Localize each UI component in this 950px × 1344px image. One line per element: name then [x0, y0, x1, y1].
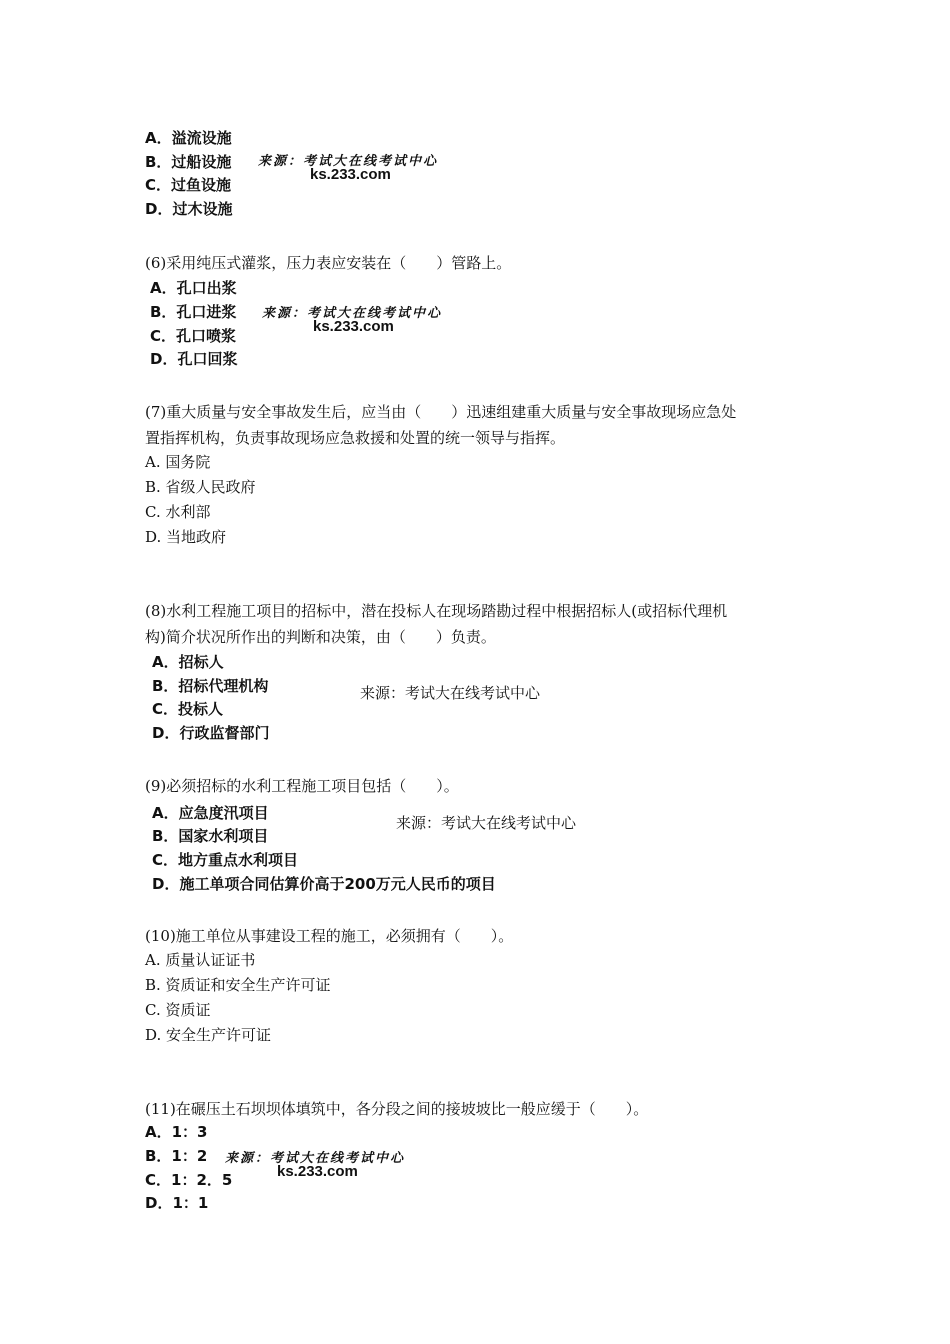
q9-option-d: D．施工单项合同估算价高于200万元人民币的项目 [152, 875, 496, 893]
q8-option-b: B．招标代理机构 [152, 677, 269, 695]
q7-option-b: B. 省级人民政府 [145, 478, 256, 496]
q8-option-a: A．招标人 [152, 653, 224, 671]
q6-option-b: B．孔口进浆 [150, 303, 237, 321]
q11-question: (11)在碾压土石坝坝体填筑中，各分段之间的接坡坡比一般应缓于（ ）。 [145, 1100, 649, 1118]
q8-watermark: 来源：考试大在线考试中心 [360, 684, 541, 702]
q5-option-b: B．过船设施 [145, 153, 232, 171]
q8-question-line2: 构)简介状况所作出的判断和决策，由（ ）负责。 [145, 628, 496, 646]
q10-question: (10)施工单位从事建设工程的施工，必须拥有（ ）。 [145, 927, 514, 945]
q6-watermark: 来源：考试大在线考试中心 [262, 306, 443, 321]
q11-option-c: C．1：2．5 [145, 1171, 233, 1189]
q10-option-a: A. 质量认证证书 [145, 951, 256, 969]
q7-question-line2: 置指挥机构，负责事故现场应急救援和处置的统一领导与指挥。 [145, 429, 566, 447]
q9-question: (9)必须招标的水利工程施工项目包括（ ）。 [145, 777, 459, 795]
q5-option-a: A．溢流设施 [145, 129, 232, 147]
q11-option-a: A．1：3 [145, 1123, 208, 1141]
q7-option-d: D. 当地政府 [145, 528, 227, 546]
q11-option-d: D．1：1 [145, 1194, 209, 1212]
q9-option-b: B．国家水利项目 [152, 827, 269, 845]
q8-option-c: C．投标人 [152, 700, 224, 718]
q6-option-a: A．孔口出浆 [150, 279, 237, 297]
q10-option-b: B. 资质证和安全生产许可证 [145, 976, 331, 994]
q10-option-c: C. 资质证 [145, 1001, 211, 1019]
q9-watermark: 来源：考试大在线考试中心 [396, 814, 577, 832]
q8-question-line1: (8)水利工程施工项目的招标中，潜在投标人在现场踏勘过程中根据招标人(或招标代理机 [145, 602, 728, 620]
q9-option-c: C．地方重点水利项目 [152, 851, 299, 869]
q9-option-a: A．应急度汛项目 [152, 804, 269, 822]
q5-option-d: D．过木设施 [145, 200, 233, 218]
q5-watermark: 来源：考试大在线考试中心 [258, 154, 439, 169]
q7-question-line1: (7)重大质量与安全事故发生后，应当由（ ）迅速组建重大质量与安全事故现场应急处 [145, 403, 737, 421]
q5-option-c: C．过鱼设施 [145, 176, 232, 194]
q6-option-c: C．孔口喷浆 [150, 327, 237, 345]
q7-option-c: C. 水利部 [145, 503, 211, 521]
q6-option-d: D．孔口回浆 [150, 350, 238, 368]
q10-option-d: D. 安全生产许可证 [145, 1026, 272, 1044]
q11-watermark-url: ks.233.com [277, 1163, 358, 1180]
q8-option-d: D．行政监督部门 [152, 724, 270, 742]
q11-option-b: B．1：2 [145, 1147, 208, 1165]
q6-watermark-url: ks.233.com [313, 318, 394, 335]
q7-option-a: A. 国务院 [145, 453, 211, 471]
q6-question: (6)采用纯压式灌浆，压力表应安装在（ ）管路上。 [145, 254, 512, 272]
q11-watermark: 来源：考试大在线考试中心 [225, 1151, 406, 1166]
q5-watermark-url: ks.233.com [310, 166, 391, 183]
